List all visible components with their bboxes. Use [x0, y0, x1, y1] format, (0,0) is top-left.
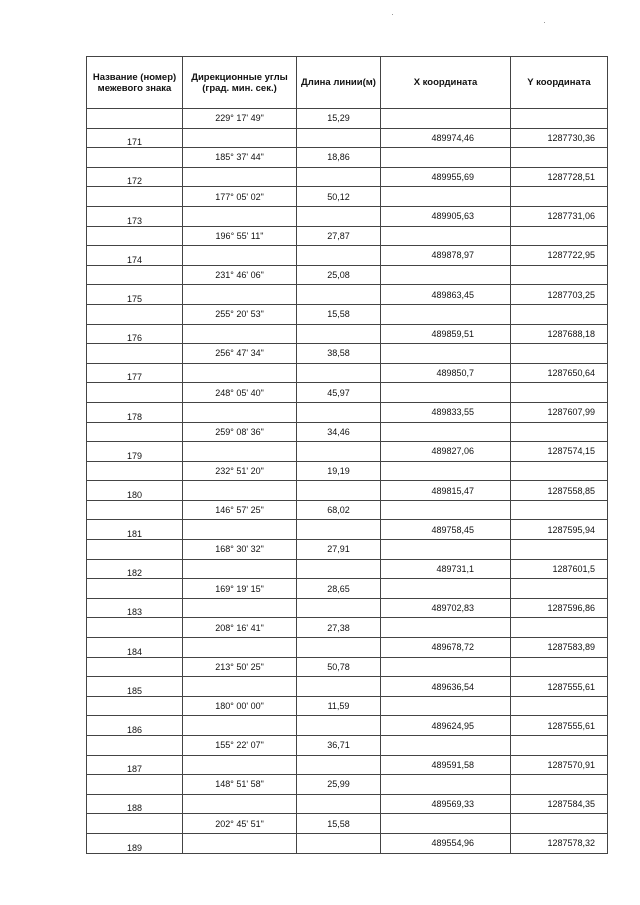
cell-x-coordinate: 489554,96	[381, 833, 511, 853]
cell-line-length	[297, 442, 381, 462]
cell-direction-angle	[183, 442, 297, 462]
cell-line-length	[297, 559, 381, 579]
cell-line-length: 68,02	[297, 500, 381, 520]
cell-point-name	[87, 618, 183, 638]
cell-y-coordinate	[511, 226, 608, 246]
cell-line-length	[297, 246, 381, 266]
cell-y-coordinate: 1287596,86	[511, 598, 608, 618]
cell-y-coordinate	[511, 265, 608, 285]
cell-y-coordinate	[511, 736, 608, 756]
table-row-segment	[87, 736, 608, 756]
cell-line-length: 11,59	[297, 696, 381, 716]
cell-line-length: 25,08	[297, 265, 381, 285]
cell-point-name: 181	[87, 520, 183, 540]
cell-y-coordinate	[511, 579, 608, 599]
cell-y-coordinate	[511, 148, 608, 168]
table-row-point	[87, 755, 608, 775]
boundary-coordinates-table	[86, 56, 608, 854]
cell-y-coordinate: 1287601,5	[511, 559, 608, 579]
cell-x-coordinate	[381, 657, 511, 677]
cell-line-length: 36,71	[297, 736, 381, 756]
cell-point-name: 182	[87, 559, 183, 579]
cell-y-coordinate: 1287728,51	[511, 167, 608, 187]
cell-point-name: 178	[87, 402, 183, 422]
cell-direction-angle: 185° 37' 44"	[183, 148, 297, 168]
table-row-segment	[87, 422, 608, 442]
cell-x-coordinate	[381, 579, 511, 599]
table-row-segment	[87, 226, 608, 246]
cell-direction-angle: 146° 57' 25"	[183, 500, 297, 520]
cell-x-coordinate: 489815,47	[381, 481, 511, 501]
cell-y-coordinate: 1287570,91	[511, 755, 608, 775]
cell-direction-angle: 256° 47' 34"	[183, 344, 297, 364]
cell-direction-angle: 180° 00' 00"	[183, 696, 297, 716]
cell-x-coordinate: 489702,83	[381, 598, 511, 618]
cell-line-length: 18,86	[297, 148, 381, 168]
cell-point-name	[87, 148, 183, 168]
cell-point-name: 171	[87, 128, 183, 148]
table-row-point	[87, 559, 608, 579]
table-row-point	[87, 363, 608, 383]
cell-point-name	[87, 775, 183, 795]
table-row-point	[87, 794, 608, 814]
cell-direction-angle	[183, 833, 297, 853]
cell-point-name: 175	[87, 285, 183, 305]
cell-point-name: 187	[87, 755, 183, 775]
cell-x-coordinate: 489859,51	[381, 324, 511, 344]
cell-x-coordinate: 489758,45	[381, 520, 511, 540]
cell-line-length: 15,29	[297, 109, 381, 129]
cell-direction-angle: 196° 55' 11"	[183, 226, 297, 246]
cell-point-name: 183	[87, 598, 183, 618]
table-row-point	[87, 598, 608, 618]
cell-direction-angle	[183, 402, 297, 422]
header-y: Y координата	[511, 57, 608, 109]
table-row-segment	[87, 148, 608, 168]
cell-x-coordinate	[381, 304, 511, 324]
table-row-point	[87, 246, 608, 266]
cell-point-name	[87, 187, 183, 207]
table-row-point	[87, 716, 608, 736]
cell-line-length: 45,97	[297, 383, 381, 403]
cell-y-coordinate: 1287650,64	[511, 363, 608, 383]
cell-x-coordinate	[381, 500, 511, 520]
cell-x-coordinate	[381, 775, 511, 795]
cell-line-length	[297, 402, 381, 422]
cell-y-coordinate	[511, 422, 608, 442]
table-row-segment	[87, 344, 608, 364]
cell-y-coordinate: 1287583,89	[511, 638, 608, 658]
cell-direction-angle	[183, 520, 297, 540]
cell-direction-angle	[183, 638, 297, 658]
cell-y-coordinate: 1287703,25	[511, 285, 608, 305]
cell-x-coordinate: 489974,46	[381, 128, 511, 148]
table-row-segment	[87, 579, 608, 599]
cell-line-length: 34,46	[297, 422, 381, 442]
cell-y-coordinate: 1287595,94	[511, 520, 608, 540]
table-row-segment	[87, 500, 608, 520]
table-row-segment	[87, 383, 608, 403]
table-row-segment	[87, 540, 608, 560]
cell-line-length	[297, 481, 381, 501]
cell-y-coordinate	[511, 383, 608, 403]
table-row-point	[87, 520, 608, 540]
cell-point-name	[87, 304, 183, 324]
header-name: Название (номер) межевого знака	[87, 57, 183, 109]
cell-line-length: 19,19	[297, 461, 381, 481]
cell-y-coordinate: 1287555,61	[511, 716, 608, 736]
cell-direction-angle: 259° 08' 36"	[183, 422, 297, 442]
cell-direction-angle	[183, 716, 297, 736]
cell-line-length: 27,91	[297, 540, 381, 560]
cell-direction-angle: 169° 19' 15"	[183, 579, 297, 599]
cell-direction-angle	[183, 598, 297, 618]
cell-direction-angle: 208° 16' 41"	[183, 618, 297, 638]
cell-point-name: 174	[87, 246, 183, 266]
header-x: X координата	[381, 57, 511, 109]
cell-y-coordinate	[511, 461, 608, 481]
cell-point-name: 176	[87, 324, 183, 344]
cell-direction-angle: 148° 51' 58"	[183, 775, 297, 795]
cell-x-coordinate	[381, 461, 511, 481]
cell-line-length: 15,58	[297, 814, 381, 834]
cell-line-length: 27,38	[297, 618, 381, 638]
cell-direction-angle	[183, 324, 297, 344]
cell-line-length	[297, 363, 381, 383]
table-row-point	[87, 638, 608, 658]
cell-x-coordinate	[381, 422, 511, 442]
cell-line-length	[297, 677, 381, 697]
cell-x-coordinate	[381, 814, 511, 834]
cell-line-length: 28,65	[297, 579, 381, 599]
cell-y-coordinate: 1287688,18	[511, 324, 608, 344]
cell-x-coordinate: 489569,33	[381, 794, 511, 814]
table-row-segment	[87, 265, 608, 285]
cell-direction-angle: 229° 17' 49"	[183, 109, 297, 129]
table-row-point	[87, 128, 608, 148]
cell-x-coordinate: 489850,7	[381, 363, 511, 383]
cell-direction-angle	[183, 285, 297, 305]
cell-point-name	[87, 736, 183, 756]
cell-point-name	[87, 226, 183, 246]
cell-x-coordinate	[381, 109, 511, 129]
table-row-segment	[87, 814, 608, 834]
cell-line-length	[297, 324, 381, 344]
cell-direction-angle: 232° 51' 20"	[183, 461, 297, 481]
cell-line-length	[297, 206, 381, 226]
cell-direction-angle	[183, 246, 297, 266]
scan-speck	[392, 14, 393, 15]
cell-line-length: 27,87	[297, 226, 381, 246]
cell-direction-angle	[183, 755, 297, 775]
cell-y-coordinate: 1287731,06	[511, 206, 608, 226]
cell-direction-angle: 177° 05' 02"	[183, 187, 297, 207]
table-row-segment	[87, 187, 608, 207]
cell-direction-angle	[183, 363, 297, 383]
cell-x-coordinate: 489624,95	[381, 716, 511, 736]
cell-x-coordinate: 489905,63	[381, 206, 511, 226]
cell-point-name	[87, 814, 183, 834]
cell-x-coordinate: 489731,1	[381, 559, 511, 579]
cell-point-name	[87, 696, 183, 716]
table-row-segment	[87, 696, 608, 716]
cell-line-length	[297, 638, 381, 658]
cell-point-name: 177	[87, 363, 183, 383]
cell-y-coordinate	[511, 814, 608, 834]
cell-x-coordinate	[381, 344, 511, 364]
cell-x-coordinate	[381, 736, 511, 756]
cell-y-coordinate: 1287555,61	[511, 677, 608, 697]
cell-y-coordinate	[511, 109, 608, 129]
cell-point-name	[87, 265, 183, 285]
cell-x-coordinate: 489827,06	[381, 442, 511, 462]
cell-y-coordinate: 1287558,85	[511, 481, 608, 501]
cell-direction-angle	[183, 559, 297, 579]
cell-x-coordinate	[381, 540, 511, 560]
table-row-point	[87, 167, 608, 187]
cell-y-coordinate	[511, 618, 608, 638]
table-row-segment	[87, 775, 608, 795]
cell-point-name	[87, 422, 183, 442]
cell-line-length	[297, 520, 381, 540]
cell-x-coordinate: 489878,97	[381, 246, 511, 266]
cell-y-coordinate	[511, 187, 608, 207]
cell-line-length	[297, 833, 381, 853]
cell-y-coordinate: 1287574,15	[511, 442, 608, 462]
cell-line-length	[297, 794, 381, 814]
table-header-row	[87, 57, 608, 109]
cell-line-length: 15,58	[297, 304, 381, 324]
cell-direction-angle	[183, 794, 297, 814]
table-row-point	[87, 833, 608, 853]
cell-point-name: 189	[87, 833, 183, 853]
table-row-point	[87, 324, 608, 344]
table-row-point	[87, 206, 608, 226]
scan-speck	[544, 22, 545, 23]
cell-y-coordinate: 1287584,35	[511, 794, 608, 814]
cell-y-coordinate	[511, 696, 608, 716]
cell-line-length: 50,12	[297, 187, 381, 207]
table-row-segment	[87, 304, 608, 324]
cell-y-coordinate	[511, 304, 608, 324]
table-row-point	[87, 481, 608, 501]
cell-point-name: 173	[87, 206, 183, 226]
cell-point-name: 188	[87, 794, 183, 814]
cell-y-coordinate: 1287578,32	[511, 833, 608, 853]
header-angle: Дирекционные углы (град. мин. сек.)	[183, 57, 297, 109]
cell-direction-angle: 168° 30' 32"	[183, 540, 297, 560]
cell-line-length: 38,58	[297, 344, 381, 364]
cell-direction-angle	[183, 167, 297, 187]
cell-point-name	[87, 657, 183, 677]
cell-x-coordinate	[381, 618, 511, 638]
cell-y-coordinate	[511, 657, 608, 677]
cell-x-coordinate: 489955,69	[381, 167, 511, 187]
cell-line-length: 25,99	[297, 775, 381, 795]
cell-direction-angle: 155° 22' 07"	[183, 736, 297, 756]
cell-x-coordinate: 489678,72	[381, 638, 511, 658]
table-row-segment	[87, 109, 608, 129]
cell-point-name	[87, 109, 183, 129]
table-row-point	[87, 677, 608, 697]
table-body	[87, 109, 608, 854]
cell-line-length	[297, 128, 381, 148]
cell-x-coordinate	[381, 226, 511, 246]
cell-y-coordinate: 1287730,36	[511, 128, 608, 148]
cell-x-coordinate: 489636,54	[381, 677, 511, 697]
cell-y-coordinate	[511, 540, 608, 560]
cell-point-name: 186	[87, 716, 183, 736]
table-row-segment	[87, 461, 608, 481]
cell-x-coordinate	[381, 383, 511, 403]
cell-point-name: 179	[87, 442, 183, 462]
cell-point-name	[87, 579, 183, 599]
cell-x-coordinate	[381, 187, 511, 207]
cell-line-length	[297, 167, 381, 187]
cell-x-coordinate	[381, 696, 511, 716]
cell-direction-angle	[183, 481, 297, 501]
cell-point-name: 180	[87, 481, 183, 501]
table-row-point	[87, 285, 608, 305]
cell-direction-angle: 213° 50' 25"	[183, 657, 297, 677]
cell-line-length	[297, 285, 381, 305]
cell-y-coordinate: 1287722,95	[511, 246, 608, 266]
cell-direction-angle	[183, 677, 297, 697]
table-row-point	[87, 442, 608, 462]
cell-direction-angle: 202° 45' 51"	[183, 814, 297, 834]
table-row-segment	[87, 618, 608, 638]
cell-line-length: 50,78	[297, 657, 381, 677]
cell-x-coordinate: 489863,45	[381, 285, 511, 305]
cell-point-name	[87, 344, 183, 364]
cell-x-coordinate: 489591,58	[381, 755, 511, 775]
cell-line-length	[297, 755, 381, 775]
cell-line-length	[297, 716, 381, 736]
cell-direction-angle	[183, 206, 297, 226]
cell-y-coordinate	[511, 775, 608, 795]
cell-point-name: 172	[87, 167, 183, 187]
cell-direction-angle: 231° 46' 06"	[183, 265, 297, 285]
cell-y-coordinate	[511, 500, 608, 520]
table-row-segment	[87, 657, 608, 677]
cell-x-coordinate	[381, 265, 511, 285]
cell-point-name	[87, 540, 183, 560]
header-length: Длина линии(м)	[297, 57, 381, 109]
cell-point-name	[87, 500, 183, 520]
cell-y-coordinate: 1287607,99	[511, 402, 608, 422]
table-row-point	[87, 402, 608, 422]
cell-direction-angle: 255° 20' 53"	[183, 304, 297, 324]
cell-line-length	[297, 598, 381, 618]
cell-y-coordinate	[511, 344, 608, 364]
cell-point-name: 185	[87, 677, 183, 697]
cell-x-coordinate	[381, 148, 511, 168]
cell-point-name	[87, 383, 183, 403]
cell-direction-angle: 248° 05' 40"	[183, 383, 297, 403]
cell-point-name	[87, 461, 183, 481]
cell-direction-angle	[183, 128, 297, 148]
cell-x-coordinate: 489833,55	[381, 402, 511, 422]
cell-point-name: 184	[87, 638, 183, 658]
